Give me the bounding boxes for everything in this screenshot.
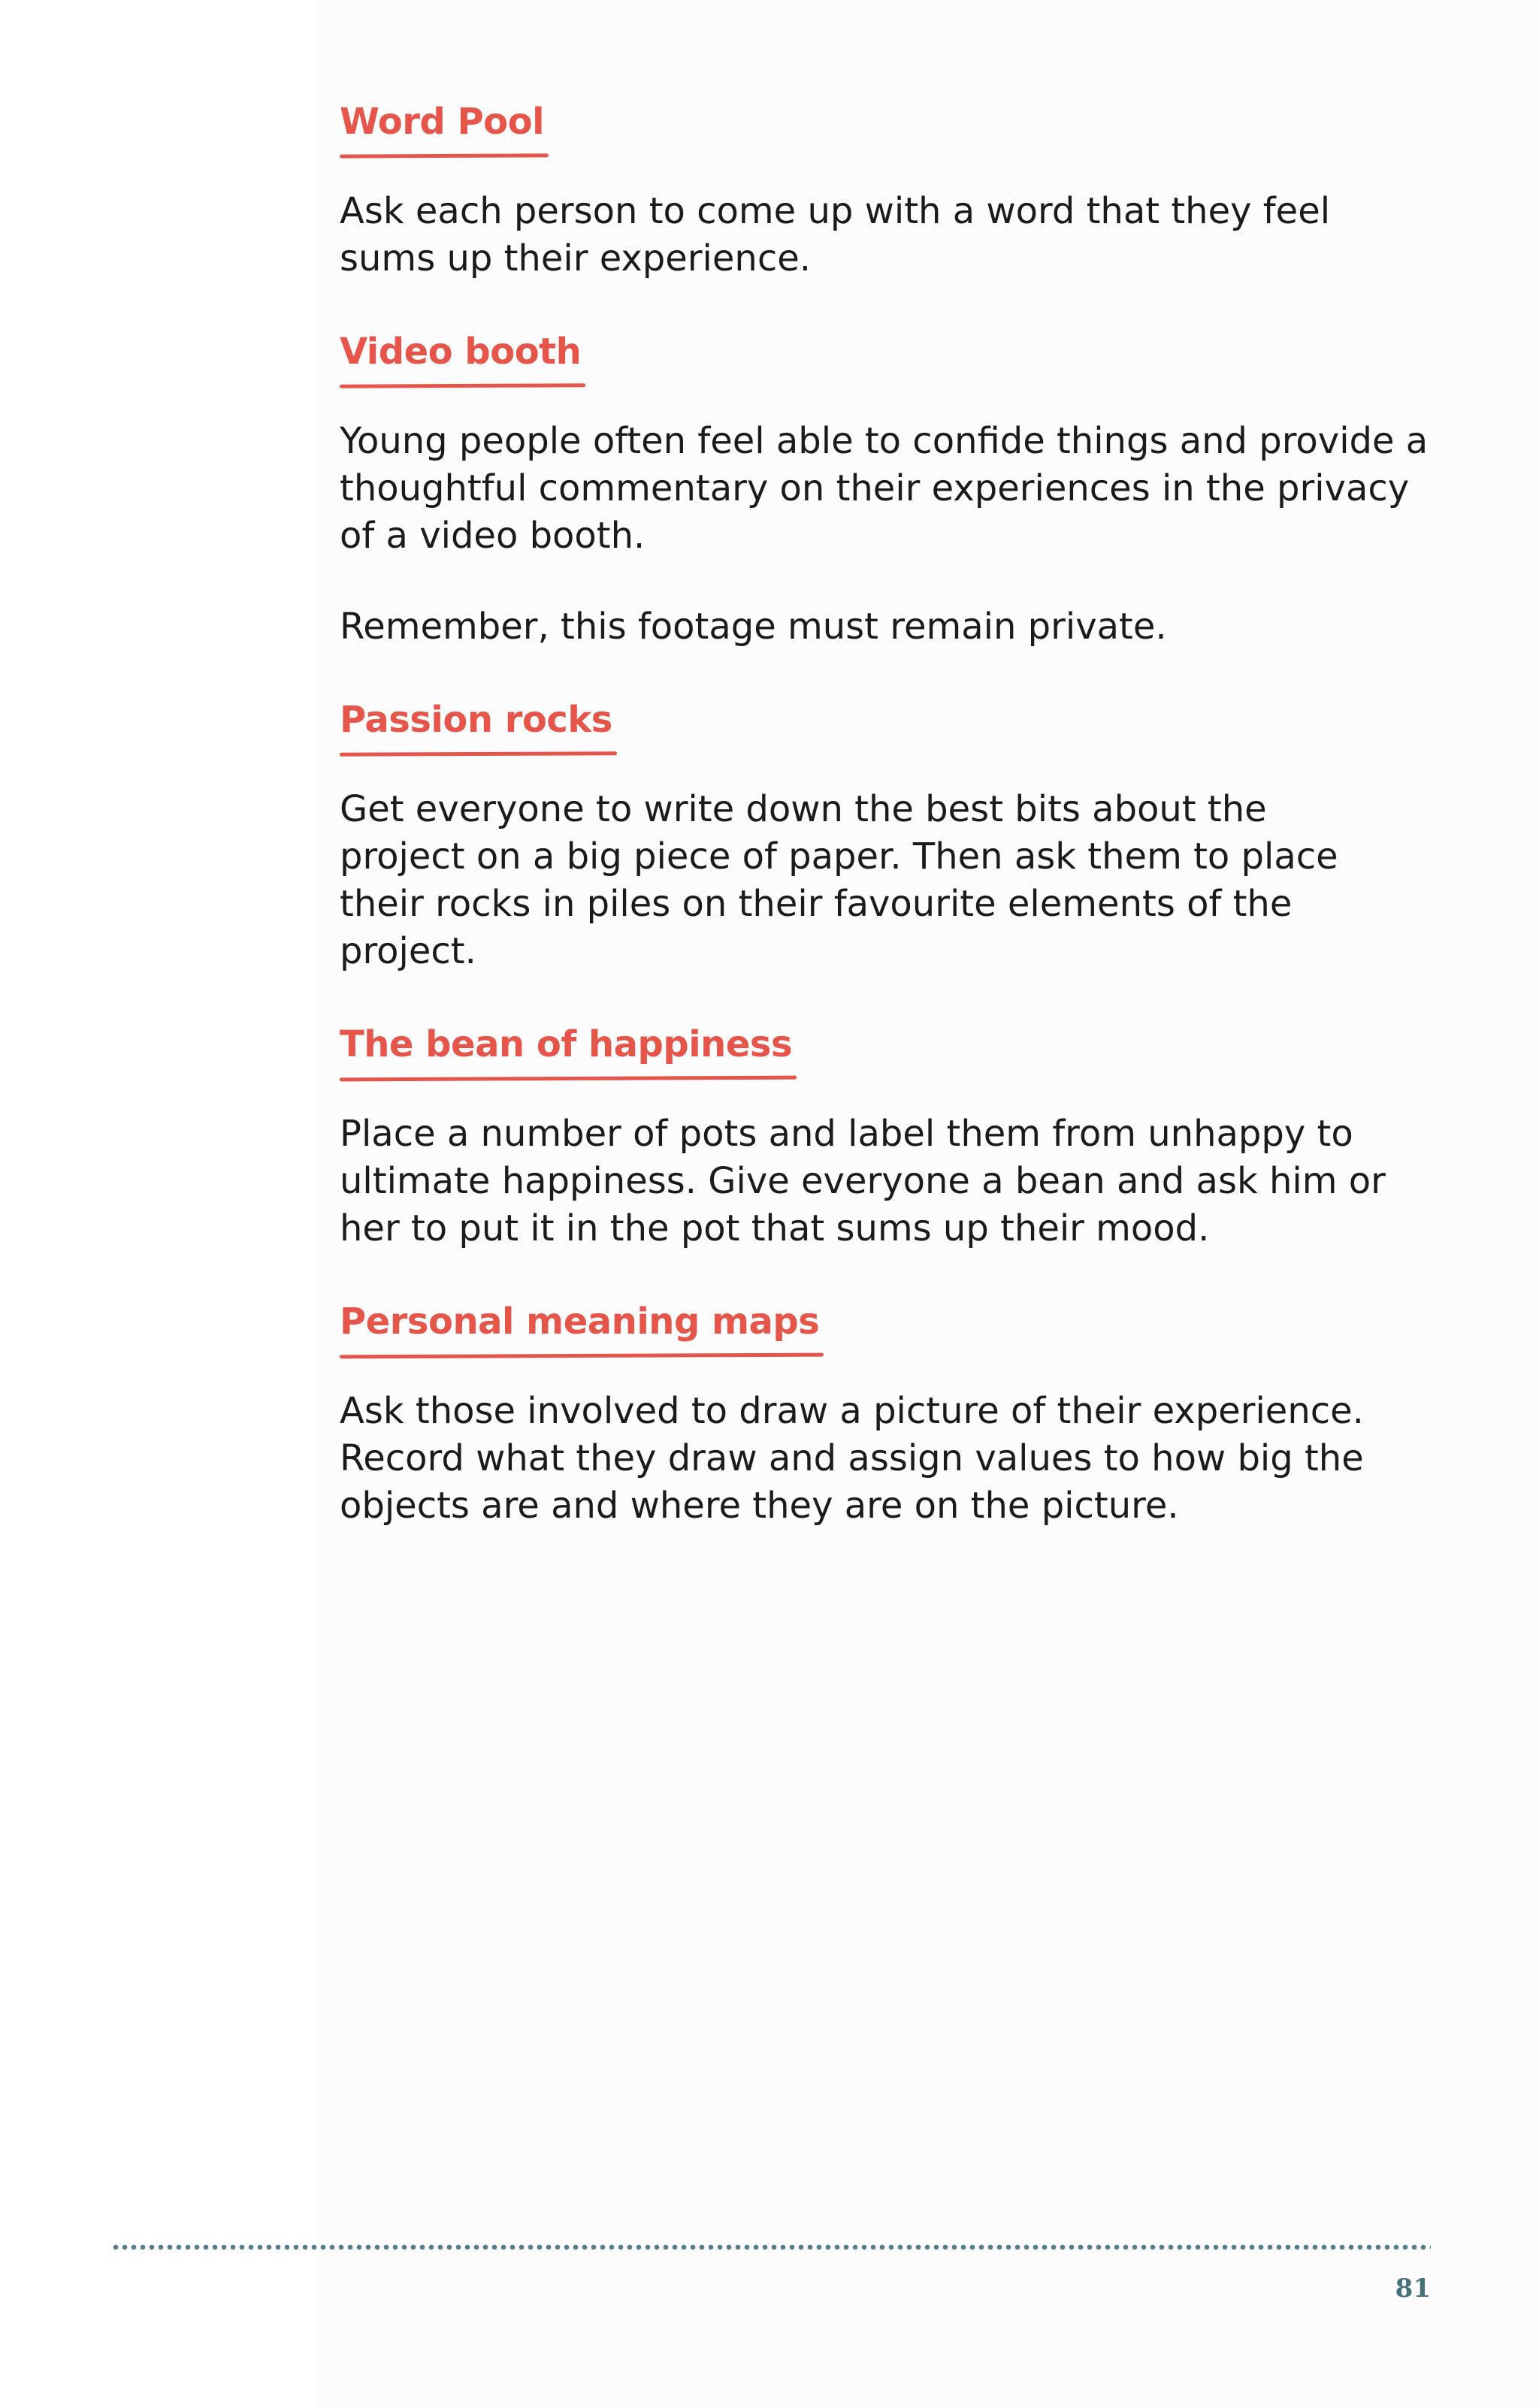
heading-underline	[340, 153, 549, 158]
heading-underline	[340, 751, 617, 757]
section-heading	[340, 96, 544, 147]
section-heading	[340, 326, 581, 377]
section-paragraph: Place a number of pots and label them from unhappy to ultimate happiness. Give everyone a bean and ask him or her to put it in the pot that sums up their mood.	[340, 1113, 1386, 1249]
section-paragraph: Ask each person to come up with a word that they feel sums up their experience.	[340, 190, 1331, 279]
section-heading	[340, 1019, 792, 1070]
footer-dotted-divider	[111, 2242, 1431, 2252]
heading-text: Word Pool	[340, 101, 545, 143]
section-paragraph: Get everyone to write down the best bits about the project on a big piece of paper. Then ask them to place their rocks in piles on their favourite elements of the project.	[340, 788, 1338, 972]
heading-text: Personal meaning maps	[340, 1301, 820, 1343]
heading-text: Video booth	[340, 331, 582, 373]
page-number: 81	[1395, 2274, 1431, 2304]
section-personal-meaning-maps	[340, 1296, 1452, 1530]
section-heading	[340, 1296, 819, 1347]
heading-underline	[340, 1076, 797, 1082]
heading-text: The bean of happiness	[340, 1023, 793, 1065]
heading-text: Passion rocks	[340, 699, 612, 741]
section-passion-rocks	[340, 694, 1452, 975]
document-body	[340, 96, 1452, 1573]
section-video-booth	[340, 326, 1452, 651]
section-heading	[340, 694, 612, 745]
section-paragraph: Ask those involved to draw a picture of their experience. Record what they draw and assign values to how big the objects are and where they are on the picture.	[340, 1390, 1364, 1527]
section-paragraph: Remember, this footage must remain private.	[340, 606, 1167, 648]
section-bean-of-happiness	[340, 1019, 1452, 1252]
section-paragraph: Young people often feel able to confide things and provide a thoughtful commentary on their experiences in the privacy of a video booth.	[340, 420, 1429, 557]
heading-underline	[340, 1353, 824, 1359]
heading-underline	[340, 383, 585, 388]
section-word-pool	[340, 96, 1452, 282]
